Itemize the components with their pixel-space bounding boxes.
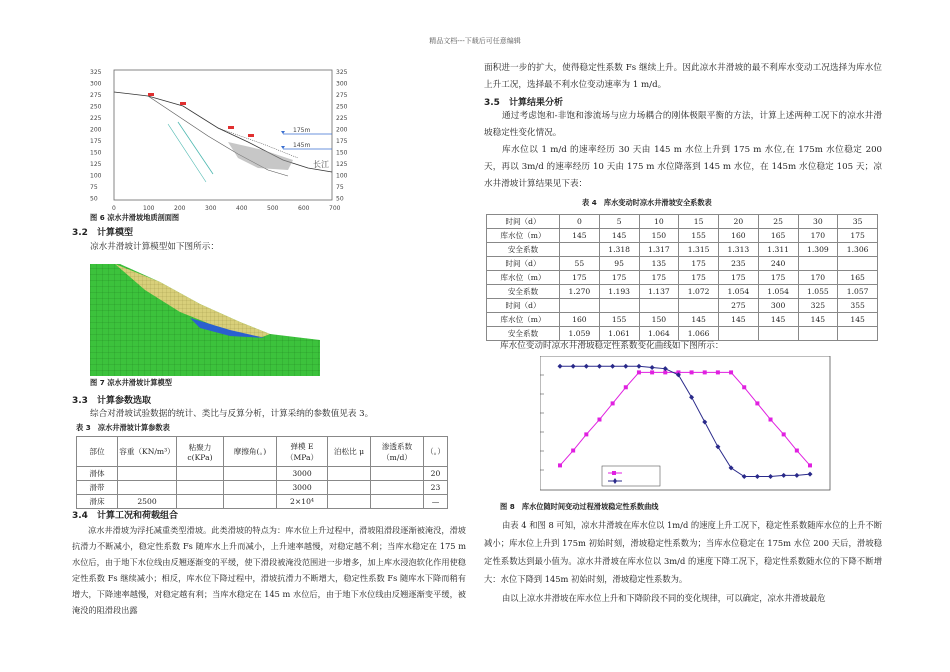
- data-point: [808, 463, 812, 467]
- data-point: [584, 432, 588, 436]
- figure-7-caption: 图 7 凉水井滑坡计算模型: [90, 378, 172, 387]
- y-tick-label: 100: [336, 172, 348, 180]
- table-4-row: [487, 215, 878, 229]
- table-4-cell: 1.313: [719, 243, 759, 257]
- y-tick-label: 100: [90, 172, 102, 180]
- section-3-2-heading: 3.2 计算模型: [72, 228, 133, 238]
- table-3-header: 弹模 E（MPa）: [277, 437, 328, 467]
- data-point: [611, 401, 615, 405]
- y-tick-label: 175: [90, 138, 102, 145]
- table-4-cell: 35: [838, 215, 878, 229]
- table-4-cell: 235: [719, 257, 759, 271]
- table-3-cell: 3000: [277, 481, 328, 495]
- table-3-cell: [371, 467, 424, 481]
- table-4-cell: 175: [838, 229, 878, 243]
- table-3-header: 容重（KN/m³）: [118, 437, 177, 467]
- table-4-cell: 150: [639, 229, 679, 243]
- x-tick-label: 600: [298, 205, 310, 212]
- table-4-cell: 95: [599, 257, 639, 271]
- table-3-header: 部位: [77, 437, 118, 467]
- level-175-label: 175m: [293, 127, 311, 134]
- x-tick-label: 200: [174, 205, 186, 212]
- table-4-cell: 1.193: [599, 285, 639, 299]
- y-tick-label: 50: [336, 195, 344, 203]
- data-point: [769, 418, 773, 422]
- level-145-label: 145m: [293, 142, 311, 149]
- table-4-cell: 175: [599, 271, 639, 285]
- paragraph-conditions: 库水位以 1 m/d 的速率经历 30 天由 145 m 水位上升到 175 m 水位,在 175m 水位稳定 200 天，再以 3m/d 的速率经历 10 天由 175 m 水位降落到 145 m 水位，在 145m 水位稳定 105 天；凉水井滑坡计算结果见下表：: [484, 145, 882, 189]
- table-4-cell: 275: [719, 299, 759, 313]
- table-4-cell: 1.057: [838, 285, 878, 299]
- table-4-cell: 1.066: [679, 327, 719, 341]
- data-point: [571, 449, 575, 453]
- table-4-cell: 175: [719, 271, 759, 285]
- table-4-cell: 150: [639, 313, 679, 327]
- x-tick-label: 500: [267, 205, 279, 212]
- section-3-3-text: 综合对滑坡试验数据的统计、类比与反算分析，计算采纳的参数值见表 3。: [90, 409, 374, 419]
- table-4-row: [487, 313, 878, 327]
- table-4-cell: 1.055: [798, 285, 838, 299]
- table-4-cell: 库水位（m）: [487, 313, 560, 327]
- data-point: [690, 370, 694, 374]
- table-3-cell: [118, 467, 177, 481]
- table-3-header: 摩擦角(。): [224, 437, 277, 467]
- y-tick-label: 250: [90, 103, 102, 111]
- y-tick-label: 225: [336, 115, 348, 122]
- y-tick-label: 300: [336, 80, 348, 88]
- table-4-row: [487, 271, 878, 285]
- table-4-cell: 1.306: [838, 243, 878, 257]
- table-3-cell: [328, 495, 371, 509]
- page-header: 精品文档---下载后可任意编辑: [429, 37, 521, 45]
- table-3-cell: —: [424, 495, 448, 509]
- chart-plot-area: [540, 356, 830, 490]
- table-4-cell: 175: [679, 271, 719, 285]
- data-point: [650, 370, 654, 374]
- table-4-cell: 库水位（m）: [487, 271, 560, 285]
- table-3-cell: [371, 495, 424, 509]
- table-3-cell: [328, 481, 371, 495]
- table-4-cell: 1.309: [798, 243, 838, 257]
- table-4-cell: [679, 299, 719, 313]
- table-4: [486, 214, 878, 341]
- table-3-cell: [224, 495, 277, 509]
- x-tick-label: 700: [329, 205, 341, 212]
- table-3-cell: 3000: [277, 467, 328, 481]
- table-4-cell: 25: [758, 215, 798, 229]
- table-4-cell: 145: [798, 313, 838, 327]
- y-tick-label: 225: [90, 115, 102, 122]
- table-4-cell: [838, 257, 878, 271]
- table-4-cell: 1.270: [560, 285, 600, 299]
- table-4-cell: 135: [639, 257, 679, 271]
- table-4-cell: 165: [838, 271, 878, 285]
- data-point: [637, 370, 641, 374]
- table-4-cell: 175: [758, 271, 798, 285]
- table-4-cell: 165: [758, 229, 798, 243]
- table-4-cell: 175: [639, 271, 679, 285]
- table-4-cell: [798, 257, 838, 271]
- table-4-cell: 安全系数: [487, 285, 560, 299]
- table-4-cell: 300: [758, 299, 798, 313]
- data-point: [703, 370, 707, 374]
- table-4-cell: 145: [599, 229, 639, 243]
- table-4-row: [487, 299, 878, 313]
- y-tick-label: 75: [336, 184, 344, 191]
- table-4-cell: 1.059: [560, 327, 600, 341]
- data-point: [624, 385, 628, 389]
- table-4-cell: 145: [679, 313, 719, 327]
- table-4-cell: 10: [639, 215, 679, 229]
- table-4-cell: 5: [599, 215, 639, 229]
- table-3-cell: [328, 467, 371, 481]
- table-4-cell: 1.311: [758, 243, 798, 257]
- table-4-cell: 20: [719, 215, 759, 229]
- table-3-cell: 滑带: [77, 481, 118, 495]
- table-4-cell: 时间（d）: [487, 257, 560, 271]
- table-4-cell: 0: [560, 215, 600, 229]
- table-4-cell: 175: [679, 257, 719, 271]
- table-3-cell: 滑体: [77, 467, 118, 481]
- table-4-cell: 1.318: [599, 243, 639, 257]
- table-4-cell: 160: [560, 313, 600, 327]
- table-3-header: 渗透系数（m/d）: [371, 437, 424, 467]
- section-3-4-heading: 3.4 计算工况和荷载组合: [72, 511, 178, 521]
- paragraph-chart-intro: 库水位变动时凉水井滑坡稳定性系数变化曲线如下图所示：: [500, 341, 724, 351]
- table-4-cell: 170: [798, 229, 838, 243]
- table-4-cell: 1.137: [639, 285, 679, 299]
- table-3-cell: [224, 481, 277, 495]
- table-4-cell: [560, 299, 600, 313]
- y-tick-label: 125: [336, 161, 348, 168]
- table-4-cell: 1.315: [679, 243, 719, 257]
- data-point: [795, 449, 799, 453]
- table-4-cell: [639, 299, 679, 313]
- data-point: [782, 432, 786, 436]
- table-4-cell: 1.072: [679, 285, 719, 299]
- y-tick-label: 150: [336, 149, 348, 157]
- table-4-cell: 1.054: [719, 285, 759, 299]
- y-tick-label: 325: [336, 69, 348, 76]
- paragraph-method: 通过考虑饱和-非饱和渗流场与应力场耦合的刚体极限平衡的方法，计算上述两种工况下的凉水井滑坡稳定性变化情况。: [484, 111, 882, 138]
- table-4-cell: 1.317: [639, 243, 679, 257]
- data-point: [742, 385, 746, 389]
- y-tick-label: 275: [90, 92, 102, 99]
- table-4-cell: 15: [679, 215, 719, 229]
- table-4-cell: 155: [679, 229, 719, 243]
- x-tick-label: 400: [236, 205, 248, 212]
- table-4-cell: 355: [838, 299, 878, 313]
- figure-7-calculation-model: [90, 256, 320, 376]
- table-3-header: 粘聚力 c(KPa): [177, 437, 224, 467]
- table-3-title: 表 3 凉水井滑坡计算参数表: [76, 423, 170, 432]
- paragraph-continuation: 面积进一步的扩大，使得稳定性系数 Fs 继续上升。因此凉水井滑坡的最不利库水变动工况选择为库水位上升工况，选择最不利水位变动速率为 1 m/d。: [484, 63, 882, 90]
- table-4-cell: 145: [758, 313, 798, 327]
- table-3-cell: 23: [424, 481, 448, 495]
- table-3: [76, 436, 448, 509]
- table-4-cell: 55: [560, 257, 600, 271]
- table-3-cell: [177, 481, 224, 495]
- table-3-cell: 2×10⁴: [277, 495, 328, 509]
- table-3-cell: [371, 481, 424, 495]
- table-4-row: [487, 257, 878, 271]
- table-4-cell: 1.054: [758, 285, 798, 299]
- paragraph-analysis: 由表 4 和图 8 可知，凉水井滑坡在库水位以 1m/d 的速度上升工况下，稳定性系数随库水位的上升不断减小；库水位上升到 175m 初始时刻，滑坡稳定性系数为；当库水位稳定在 175m 水位 200 天后，滑坡稳定性系数达到最小值为。凉水井滑坡在库水位以 3m/d 的速度下降工况下，稳定性系数随水位的下降不断增大：水位下降到 145m 初始时刻，滑坡稳定性系数为。: [484, 520, 882, 584]
- figure-6-caption: 图 6 凉水井滑坡地质剖面图: [90, 213, 180, 222]
- y-tick-label: 200: [336, 126, 348, 134]
- data-point: [755, 401, 759, 405]
- y-tick-label: 75: [90, 184, 98, 191]
- table-4-cell: 145: [719, 313, 759, 327]
- table-4-row: [487, 229, 878, 243]
- table-4-cell: [599, 299, 639, 313]
- table-4-cell: 时间（d）: [487, 215, 560, 229]
- table-4-cell: 安全系数: [487, 243, 560, 257]
- table-4-cell: 325: [798, 299, 838, 313]
- section-3-3-heading: 3.3 计算参数选取: [72, 396, 151, 406]
- y-tick-label: 175: [336, 138, 348, 145]
- table-3-cell: 滑床: [77, 495, 118, 509]
- table-3-cell: [118, 481, 177, 495]
- data-point: [558, 463, 562, 467]
- table-3-cell: 20: [424, 467, 448, 481]
- table-4-cell: 145: [560, 229, 600, 243]
- table-4-cell: 145: [838, 313, 878, 327]
- table-4-row: [487, 243, 878, 257]
- table-4-cell: 160: [719, 229, 759, 243]
- data-point: [716, 370, 720, 374]
- table-4-cell: 安全系数: [487, 327, 560, 341]
- table-4-cell: 时间（d）: [487, 299, 560, 313]
- table-3-cell: [177, 495, 224, 509]
- table-4-cell: 30: [798, 215, 838, 229]
- section-3-4-text: 凉水井滑坡为浮托减重类型滑坡。此类滑坡的特点为：库水位上升过程中，滑坡阻滑段逐渐被淹没，滑坡抗滑力不断减小，稳定性系数 Fs 随库水上升而减小，上升速率越慢，对稳定越不利；当库水稳定在 175 m 水位后，由于地下水位线由反翘逐渐变的平缓，使下滑段被淹没范围进一步增多，加上库水浸泡软化作用使稳定性系数 Fs 继续减小；相反，库水位下降过程中，滑坡抗滑力不断增大，稳定性系数 Fs 随库水下降而稍有增大，下降速率越慢，对稳定越有利；当库水稳定在 145 m 水位后，由于地下水位线由反翘逐渐变平缓，被淹没的阻滑段出露: [72, 525, 466, 615]
- table-3-cell: [177, 467, 224, 481]
- y-tick-label: 200: [90, 126, 102, 134]
- table-4-cell: 175: [560, 271, 600, 285]
- y-tick-label: 150: [90, 149, 102, 157]
- table-4-title: 表 4 库水变动时凉水井滑坡安全系数表: [582, 198, 712, 207]
- section-3-2-text: 凉水井滑坡计算模型如下图所示：: [90, 242, 219, 252]
- y-tick-label: 50: [90, 195, 98, 203]
- data-point: [597, 418, 601, 422]
- paragraph-conclusion: 由以上凉水井滑坡在库水位上升和下降阶段不同的变化规律，可以确定，凉水井滑坡最危: [502, 593, 826, 603]
- table-3-header: （。）: [424, 437, 448, 467]
- y-tick-label: 125: [90, 161, 102, 168]
- table-3-cell: [224, 467, 277, 481]
- y-tick-label: 300: [90, 80, 102, 88]
- x-tick-label: 300: [205, 205, 217, 212]
- table-4-cell: 155: [599, 313, 639, 327]
- table-4-cell: 170: [798, 271, 838, 285]
- data-point: [729, 370, 733, 374]
- x-tick-label: 100: [143, 205, 155, 212]
- river-label: 长江: [313, 160, 329, 169]
- table-4-cell: [560, 243, 600, 257]
- table-4-row: [487, 285, 878, 299]
- y-tick-label: 275: [336, 92, 348, 99]
- y-tick-label: 325: [90, 69, 102, 76]
- figure-8-chart: [540, 356, 832, 492]
- table-4-cell: 240: [758, 257, 798, 271]
- figure-6-geological-profile: [88, 62, 358, 214]
- section-3-5-heading: 3.5 计算结果分析: [484, 98, 563, 108]
- table-3-cell: 2500: [118, 495, 177, 509]
- table-4-cell: 库水位（m）: [487, 229, 560, 243]
- table-3-header: 泊松比 μ: [328, 437, 371, 467]
- y-tick-label: 250: [336, 103, 348, 111]
- table-4-cell: 1.064: [639, 327, 679, 341]
- chart-legend: [602, 466, 660, 486]
- figure-8-caption: 图 8 库水位随时间变动过程滑坡稳定性系数曲线: [500, 502, 659, 511]
- table-4-cell: 1.061: [599, 327, 639, 341]
- x-tick-label: 0: [112, 205, 116, 212]
